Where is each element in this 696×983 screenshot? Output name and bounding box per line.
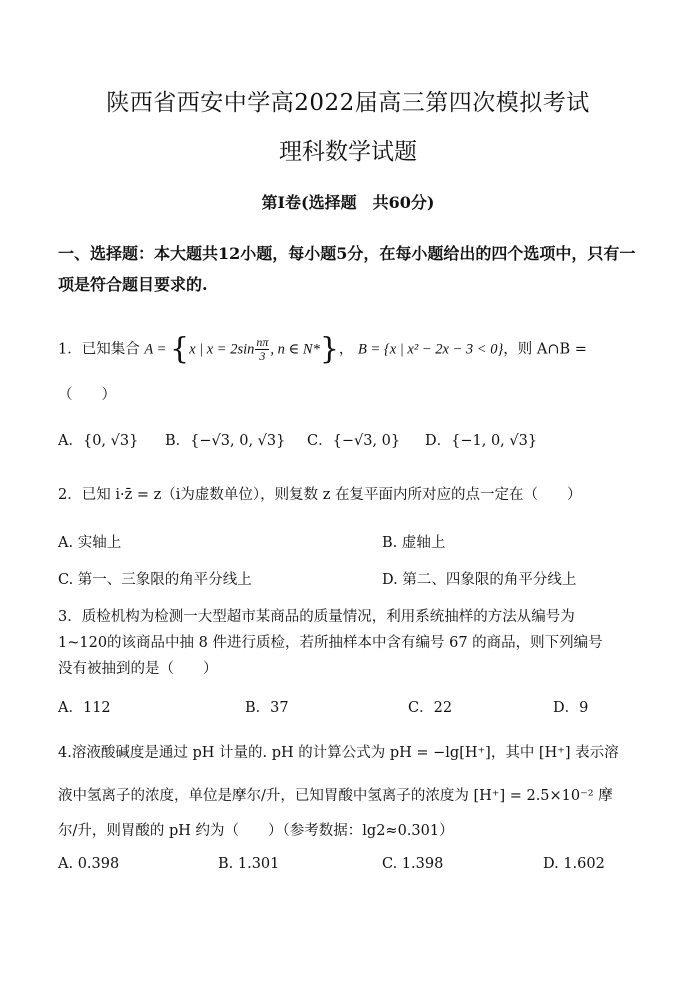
question-1-stem [58,331,587,367]
question-4-line-3: 尔/升，则胃酸的 pH 约为（ ）（参考数据：lg2≈0.301） [58,823,454,839]
q4-option-a[interactable]: A. 0.398 [58,856,120,872]
q1-option-a[interactable]: A．{0, √3} [58,433,139,449]
q1-option-c[interactable]: C．{−√3, 0} [307,433,401,449]
q1-setB: B = {x | x² − 2x − 3 < 0} [358,341,504,358]
exam-title: 陕西省西安中学高2022届高三第四次模拟考试 [106,90,590,116]
question-3-line-2: 1~120的该商品中抽 8 件进行质检，若所抽样本中含有编号 67 的商品，则下列编号 [58,635,603,651]
q1-fraction-numerator: nπ [256,335,269,349]
question-4-line-2: 液中氢离子的浓度，单位是摩尔/升，已知胃酸中氢离子的浓度为 [H⁺] = 2.5×10⁻² 摩 [58,788,613,804]
q1-setA-label: A = [144,341,170,358]
q3-option-b[interactable]: B．37 [245,700,289,716]
question-3-line-1: 3．质检机构为检测一大型超市某商品的质量情况，利用系统抽样的方法从编号为 [58,609,575,625]
q1-ask: ，则 A∩B = [503,341,587,358]
q1-option-d[interactable]: D．{−1, 0, √3} [425,433,538,449]
q1-option-b[interactable]: B．{−√3, 0, √3} [165,433,286,449]
q1-lead: 1．已知集合 [58,341,140,358]
q1-setA-body: x | x = 2sin [189,341,255,358]
question-3-line-3: 没有被抽到的是（ ） [58,661,218,677]
q1-fraction-denominator: 3 [259,349,266,363]
q2-option-c[interactable]: C. 第一、三象限的角平分线上 [58,572,252,588]
q1-answer-paren: （ ） [58,387,116,403]
question-4-line-1: 4.溶液酸碱度是通过 pH 计量的. pH 的计算公式为 pH = −lg[H⁺]，其中 [H⁺] 表示溶 [58,745,619,761]
q3-option-d[interactable]: D．9 [553,700,589,716]
instructions-line-1: 一、选择题：本大题共12小题，每小题5分，在每小题给出的四个选项中，只有一 [58,244,636,263]
q1-setA-tail: , n ∈ N* [270,341,320,358]
q1-separator: ， [338,341,354,358]
q4-option-b[interactable]: B. 1.301 [218,856,280,872]
q3-option-c[interactable]: C．22 [408,700,453,716]
exam-subtitle: 理科数学试题 [279,139,417,165]
instructions-line-2: 项是符合题目要求的. [58,275,208,294]
section-heading: 第Ⅰ卷(选择题 共60分) [261,193,435,212]
q2-option-b[interactable]: B. 虚轴上 [382,535,446,551]
q1-fraction [255,336,269,363]
q1-left-brace: { [169,331,190,367]
q2-option-d[interactable]: D. 第二、四象限的角平分线上 [382,572,577,588]
q4-option-c[interactable]: C. 1.398 [382,856,444,872]
q3-option-a[interactable]: A．112 [58,700,111,716]
question-2-stem: 2．已知 i·z̄ = z（i为虚数单位），则复数 z 在复平面内所对应的点一定在（ ） [58,487,582,503]
q1-right-brace: } [319,331,339,367]
q2-option-a[interactable]: A. 实轴上 [58,535,122,551]
q4-option-d[interactable]: D. 1.602 [543,856,605,872]
